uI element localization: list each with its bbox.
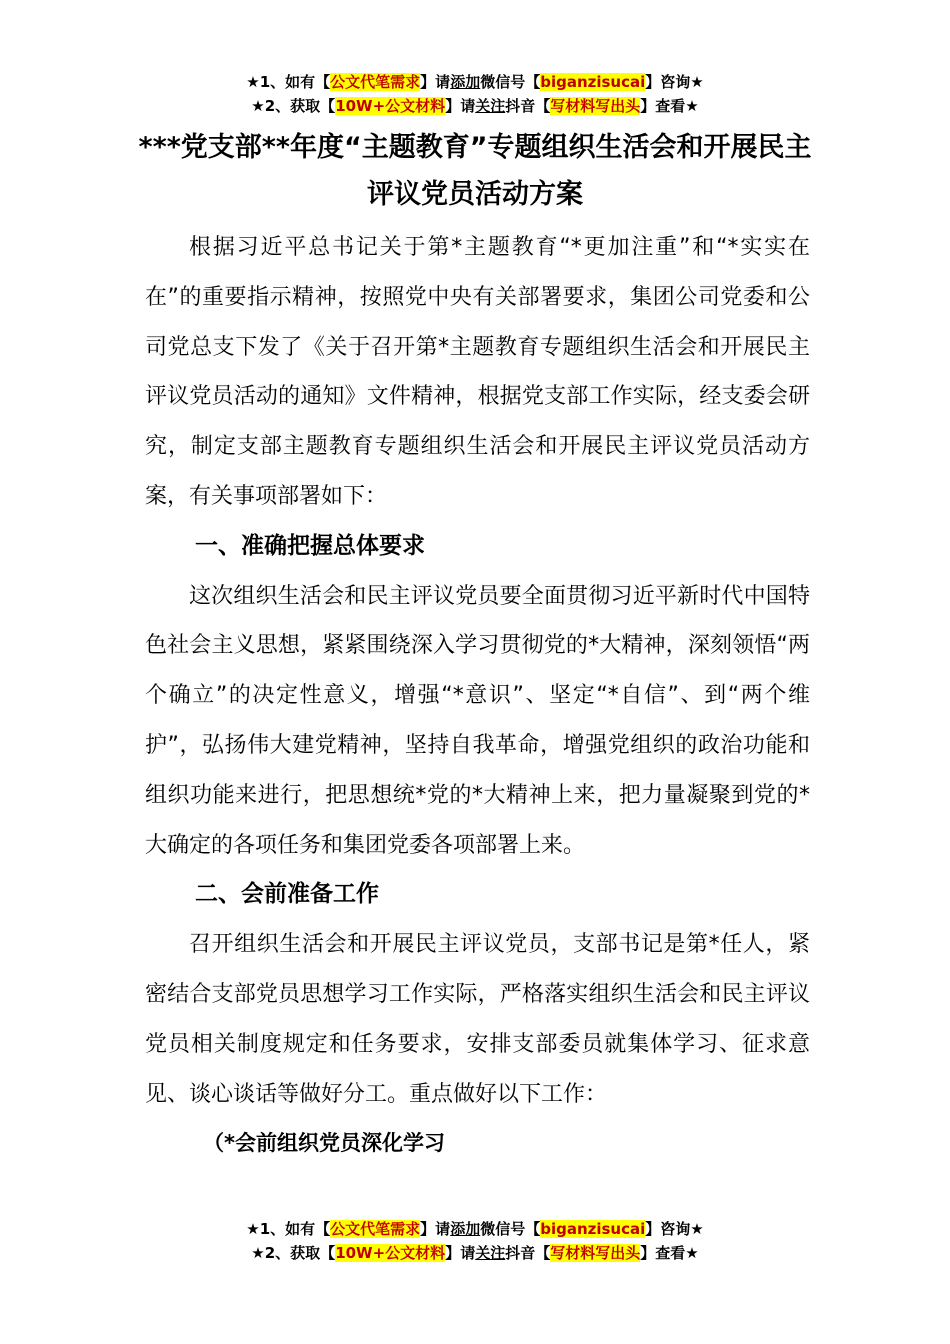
banner-highlight: biganzisucai [540, 1220, 646, 1238]
banner-text: 抖音【 [505, 97, 551, 115]
banner-underline: 添加 [450, 73, 481, 91]
banner-text: ★2、获取【 [251, 1244, 336, 1262]
banner-underline: 添加 [450, 1220, 481, 1238]
document-title: ***党支部**年度“主题教育”专题组织生活会和开展民主评议党员活动方案 [138, 132, 812, 210]
paragraph-requirements: 这次组织生活会和民主评议党员要全面贯彻习近平新时代中国特色社会主义思想，紧紧围绕深入学习贯彻党的*大精神，深刻领悟“两个确立”的决定性意义，增强“*意识”、坚定“*自信”、到“两个维护”，弘扬伟大建党精神，坚持自我革命，增强党组织的政治功能和组织功能来进行，把思想统*党的*大精神上来，把力量凝聚到党的*大确定的各项任务和集团党委各项部署上来。 [145, 583, 810, 858]
section-heading-2: 二、会前准备工作 [195, 881, 379, 908]
footer-banner [0, 1217, 950, 1265]
banner-text: 微信号【 [480, 73, 541, 91]
banner-text: 】咨询★ [645, 1220, 704, 1238]
banner-line-1 [0, 1217, 950, 1241]
banner-highlight: biganzisucai [540, 73, 646, 91]
banner-text: 】请 [420, 73, 451, 91]
banner-text: 】查看★ [640, 97, 699, 115]
banner-line-2 [0, 1241, 950, 1265]
banner-text: 】查看★ [640, 1244, 699, 1262]
section-heading-1: 一、准确把握总体要求 [195, 532, 425, 559]
paragraph-intro: 根据习近平总书记关于第*主题教育“*更加注重”和“*实实在在”的重要指示精神，按照党中央有关部署要求，集团公司党委和公司党总支下发了《关于召开第*主题教育专题组织生活会和开展民主评议党员活动的通知》文件精神，根据党支部工作实际，经支委会研究，制定支部主题教育专题组织生活会和开展民主评议党员活动方案，有关事项部署如下： [145, 235, 810, 509]
banner-highlight: 公文代笔需求 [330, 1220, 421, 1238]
banner-underline: 关注 [475, 1244, 506, 1262]
banner-text: 抖音【 [505, 1244, 551, 1262]
banner-line-1 [0, 70, 950, 94]
banner-text: ★2、获取【 [251, 97, 336, 115]
banner-underline: 关注 [475, 97, 506, 115]
banner-highlight: 写材料写出头 [550, 97, 641, 115]
banner-line-2 [0, 94, 950, 118]
banner-text: 】请 [420, 1220, 451, 1238]
banner-text: ★1、如有【 [246, 73, 331, 91]
banner-text: 】请 [445, 1244, 476, 1262]
banner-text: 】咨询★ [645, 73, 704, 91]
banner-highlight: 公文代笔需求 [330, 73, 421, 91]
banner-text: ★1、如有【 [246, 1220, 331, 1238]
paragraph-preparation: 召开组织生活会和开展民主评议党员，支部书记是第*任人，紧密结合支部党员思想学习工作实际，严格落实组织生活会和民主评议党员相关制度规定和任务要求，安排支部委员就集体学习、征求意见、谈心谈话等做好分工。重点做好以下工作： [145, 932, 810, 1107]
banner-highlight: 10W+公文材料 [335, 1244, 446, 1262]
banner-highlight: 10W+公文材料 [335, 97, 446, 115]
subsection-heading-1: （*会前组织党员深化学习 [203, 1131, 445, 1156]
banner-text: 】请 [445, 97, 476, 115]
banner-text: 微信号【 [480, 1220, 541, 1238]
banner-highlight: 写材料写出头 [550, 1244, 641, 1262]
header-banner [0, 70, 950, 118]
document-body [145, 223, 810, 1169]
